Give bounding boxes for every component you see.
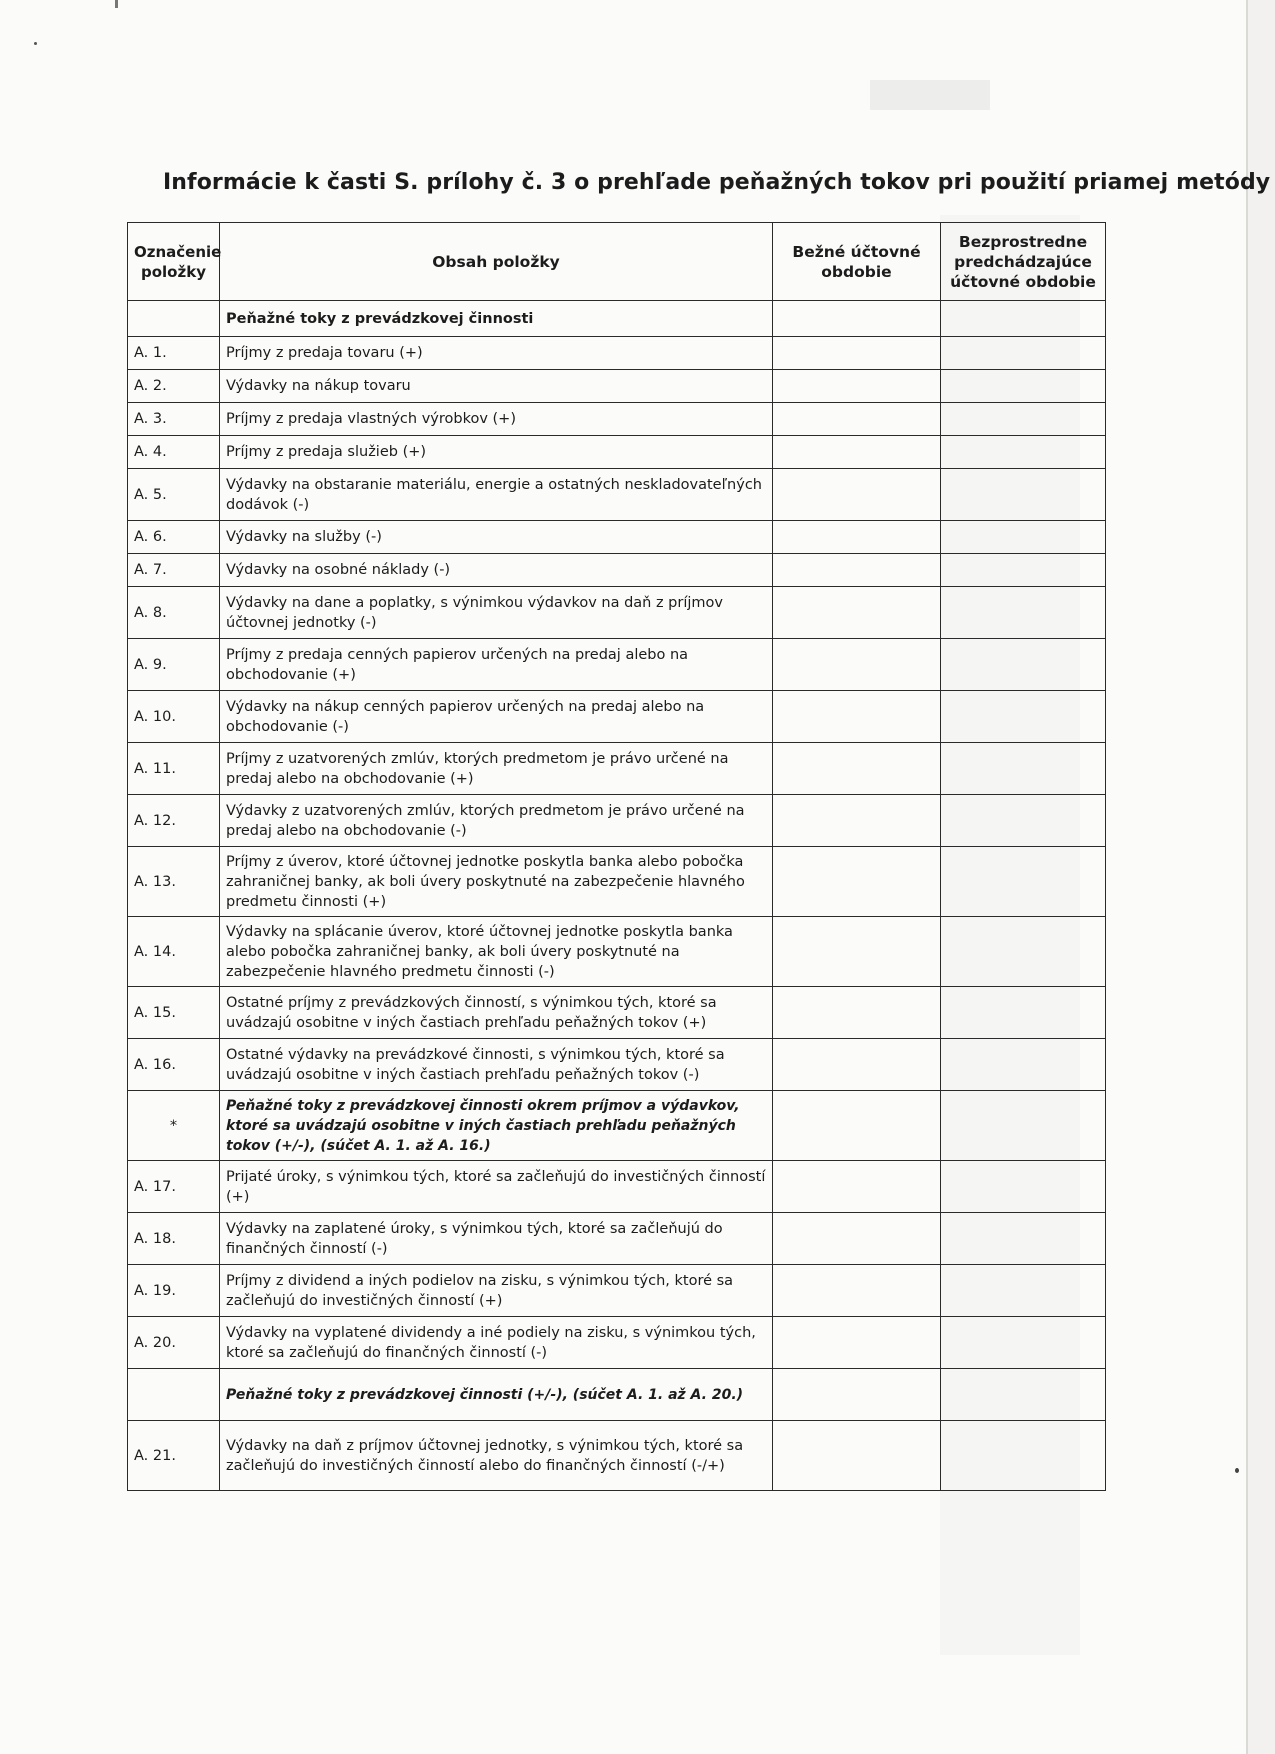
bleed-through-shadow: [870, 80, 990, 110]
row-description: Výdavky z uzatvorených zmlúv, ktorých predmetom je právo určené na predaj alebo na obchodovanie (-): [220, 795, 773, 847]
current-period-value: [773, 554, 941, 587]
previous-period-value: [941, 795, 1106, 847]
previous-period-value: [941, 587, 1106, 639]
row-code: A. 21.: [128, 1421, 220, 1491]
previous-period-value: [941, 469, 1106, 521]
row-description: Výdavky na obstaranie materiálu, energie a ostatných neskladovateľných dodávok (-): [220, 469, 773, 521]
table-row: [128, 1421, 1106, 1491]
row-code: A. 4.: [128, 436, 220, 469]
current-period-value: [773, 587, 941, 639]
table-row: [128, 337, 1106, 370]
table-row: [128, 521, 1106, 554]
scan-speck: [1235, 1468, 1239, 1473]
row-description: Výdavky na služby (-): [220, 521, 773, 554]
row-code: A. 8.: [128, 587, 220, 639]
previous-period-value: [941, 917, 1106, 987]
previous-period-value: [941, 1369, 1106, 1421]
current-period-value: [773, 1161, 941, 1213]
previous-period-value: [941, 370, 1106, 403]
row-code: A. 9.: [128, 639, 220, 691]
row-description: Výdavky na nákup cenných papierov určených na predaj alebo na obchodovanie (-): [220, 691, 773, 743]
table-row: [128, 1317, 1106, 1369]
row-description: Prijaté úroky, s výnimkou tých, ktoré sa začleňujú do investičných činností (+): [220, 1161, 773, 1213]
previous-period-value: [941, 987, 1106, 1039]
section-heading: Peňažné toky z prevádzkovej činnosti: [220, 301, 773, 337]
column-header-previous: Bezprostredne predchádzajúce účtovné obdobie: [941, 223, 1106, 301]
previous-period-value: [941, 743, 1106, 795]
column-header-content: Obsah položky: [220, 223, 773, 301]
row-description: Výdavky na nákup tovaru: [220, 370, 773, 403]
row-code: [128, 1369, 220, 1421]
previous-period-value: [941, 436, 1106, 469]
row-code: A. 20.: [128, 1317, 220, 1369]
previous-period-value: [941, 554, 1106, 587]
previous-period-value: [941, 337, 1106, 370]
current-period-value: [773, 337, 941, 370]
table-row: [128, 691, 1106, 743]
row-code: A. 16.: [128, 1039, 220, 1091]
current-period-value: [773, 403, 941, 436]
scan-speck: [115, 0, 118, 8]
document-title: Informácie k časti S. prílohy č. 3 o prehľade peňažných tokov pri použití priamej metódy: [163, 170, 1271, 195]
table-row: [128, 743, 1106, 795]
cash-flow-table: [127, 222, 1106, 1491]
row-description: Ostatné príjmy z prevádzkových činností, s výnimkou tých, ktoré sa uvádzajú osobitne v iných častiach prehľadu peňažných tokov (+): [220, 987, 773, 1039]
table-header-row: [128, 223, 1106, 301]
table-cell: [128, 301, 220, 337]
row-description: Výdavky na osobné náklady (-): [220, 554, 773, 587]
row-code: A. 7.: [128, 554, 220, 587]
previous-period-value: [941, 1265, 1106, 1317]
current-period-value: [773, 1213, 941, 1265]
row-description: Výdavky na dane a poplatky, s výnimkou výdavkov na daň z príjmov účtovnej jednotky (-): [220, 587, 773, 639]
current-period-value: [773, 1091, 941, 1161]
row-description: Výdavky na zaplatené úroky, s výnimkou tých, ktoré sa začleňujú do finančných činností (-): [220, 1213, 773, 1265]
previous-period-value: [941, 1421, 1106, 1491]
table-row: [128, 987, 1106, 1039]
row-description: Príjmy z predaja vlastných výrobkov (+): [220, 403, 773, 436]
table-row: [128, 436, 1106, 469]
row-description: Ostatné výdavky na prevádzkové činnosti, s výnimkou tých, ktoré sa uvádzajú osobitne v iných častiach prehľadu peňažných tokov (-): [220, 1039, 773, 1091]
current-period-value: [773, 917, 941, 987]
row-code: A. 6.: [128, 521, 220, 554]
table-row: [128, 554, 1106, 587]
current-period-value: [773, 1369, 941, 1421]
previous-period-value: [941, 847, 1106, 917]
table-row: [128, 370, 1106, 403]
row-code: A. 19.: [128, 1265, 220, 1317]
row-code: A. 17.: [128, 1161, 220, 1213]
row-code: A. 3.: [128, 403, 220, 436]
table-row: [128, 1265, 1106, 1317]
row-code: A. 13.: [128, 847, 220, 917]
previous-period-value: [941, 403, 1106, 436]
table-row: [128, 403, 1106, 436]
current-period-value: [773, 1421, 941, 1491]
row-code: A. 14.: [128, 917, 220, 987]
subtotal-row: [128, 1369, 1106, 1421]
section-heading-row: [128, 301, 1106, 337]
scan-speck: [34, 42, 37, 45]
subtotal-description: Peňažné toky z prevádzkovej činnosti okrem príjmov a výdavkov, ktoré sa uvádzajú osobitne v iných častiach prehľadu peňažných tokov (+/-), (súčet A. 1. až A. 16.): [220, 1091, 773, 1161]
row-description: Výdavky na vyplatené dividendy a iné podiely na zisku, s výnimkou tých, ktoré sa začleňujú do finančných činností (-): [220, 1317, 773, 1369]
current-period-value: [773, 691, 941, 743]
row-code: A. 5.: [128, 469, 220, 521]
table-row: [128, 469, 1106, 521]
previous-period-value: [941, 1213, 1106, 1265]
table-row: [128, 917, 1106, 987]
table-body: [128, 301, 1106, 1491]
previous-period-value: [941, 1161, 1106, 1213]
row-code: A. 11.: [128, 743, 220, 795]
table-row: [128, 1213, 1106, 1265]
current-period-value: [773, 1317, 941, 1369]
row-description: Výdavky na splácanie úverov, ktoré účtovnej jednotke poskytla banka alebo pobočka zahraničnej banky, ak boli úvery poskytnuté na zabezpečenie hlavného predmetu činnosti (-): [220, 917, 773, 987]
current-period-value: [773, 1265, 941, 1317]
row-description: Príjmy z úverov, ktoré účtovnej jednotke poskytla banka alebo pobočka zahraničnej banky, ak boli úvery poskytnuté na zabezpečenie hlavného predmetu činnosti (+): [220, 847, 773, 917]
subtotal-row: [128, 1091, 1106, 1161]
table-row: [128, 1161, 1106, 1213]
row-description: Príjmy z dividend a iných podielov na zisku, s výnimkou tých, ktoré sa začleňujú do investičných činností (+): [220, 1265, 773, 1317]
row-code: *: [128, 1091, 220, 1161]
current-period-value: [773, 743, 941, 795]
row-code: A. 2.: [128, 370, 220, 403]
table-row: [128, 587, 1106, 639]
subtotal-description: Peňažné toky z prevádzkovej činnosti (+/-), (súčet A. 1. až A. 20.): [220, 1369, 773, 1421]
previous-period-value: [941, 691, 1106, 743]
row-description: Výdavky na daň z príjmov účtovnej jednotky, s výnimkou tých, ktoré sa začleňujú do investičných činností alebo do finančných činností (-/+): [220, 1421, 773, 1491]
previous-period-value: [941, 1317, 1106, 1369]
row-code: A. 10.: [128, 691, 220, 743]
previous-period-value: [941, 1091, 1106, 1161]
current-period-value: [773, 639, 941, 691]
row-code: A. 1.: [128, 337, 220, 370]
previous-period-value: [941, 639, 1106, 691]
row-description: Príjmy z predaja služieb (+): [220, 436, 773, 469]
previous-period-value: [941, 1039, 1106, 1091]
table-row: [128, 639, 1106, 691]
table-row: [128, 847, 1106, 917]
table-row: [128, 795, 1106, 847]
row-description: Príjmy z uzatvorených zmlúv, ktorých predmetom je právo určené na predaj alebo na obchodovanie (+): [220, 743, 773, 795]
table-row: [128, 1039, 1106, 1091]
row-description: Príjmy z predaja tovaru (+): [220, 337, 773, 370]
current-period-value: [773, 847, 941, 917]
row-code: A. 15.: [128, 987, 220, 1039]
previous-period-value: [941, 521, 1106, 554]
current-period-value: [773, 521, 941, 554]
current-period-value: [773, 987, 941, 1039]
current-period-value: [773, 469, 941, 521]
row-description: Príjmy z predaja cenných papierov určených na predaj alebo na obchodovanie (+): [220, 639, 773, 691]
current-period-value: [773, 795, 941, 847]
current-period-value: [773, 436, 941, 469]
current-period-value: [773, 1039, 941, 1091]
current-period-value: [773, 370, 941, 403]
column-header-current: Bežné účtovné obdobie: [773, 223, 941, 301]
table-cell: [941, 301, 1106, 337]
column-header-code: Označenie položky: [128, 223, 220, 301]
row-code: A. 18.: [128, 1213, 220, 1265]
table-cell: [773, 301, 941, 337]
row-code: A. 12.: [128, 795, 220, 847]
